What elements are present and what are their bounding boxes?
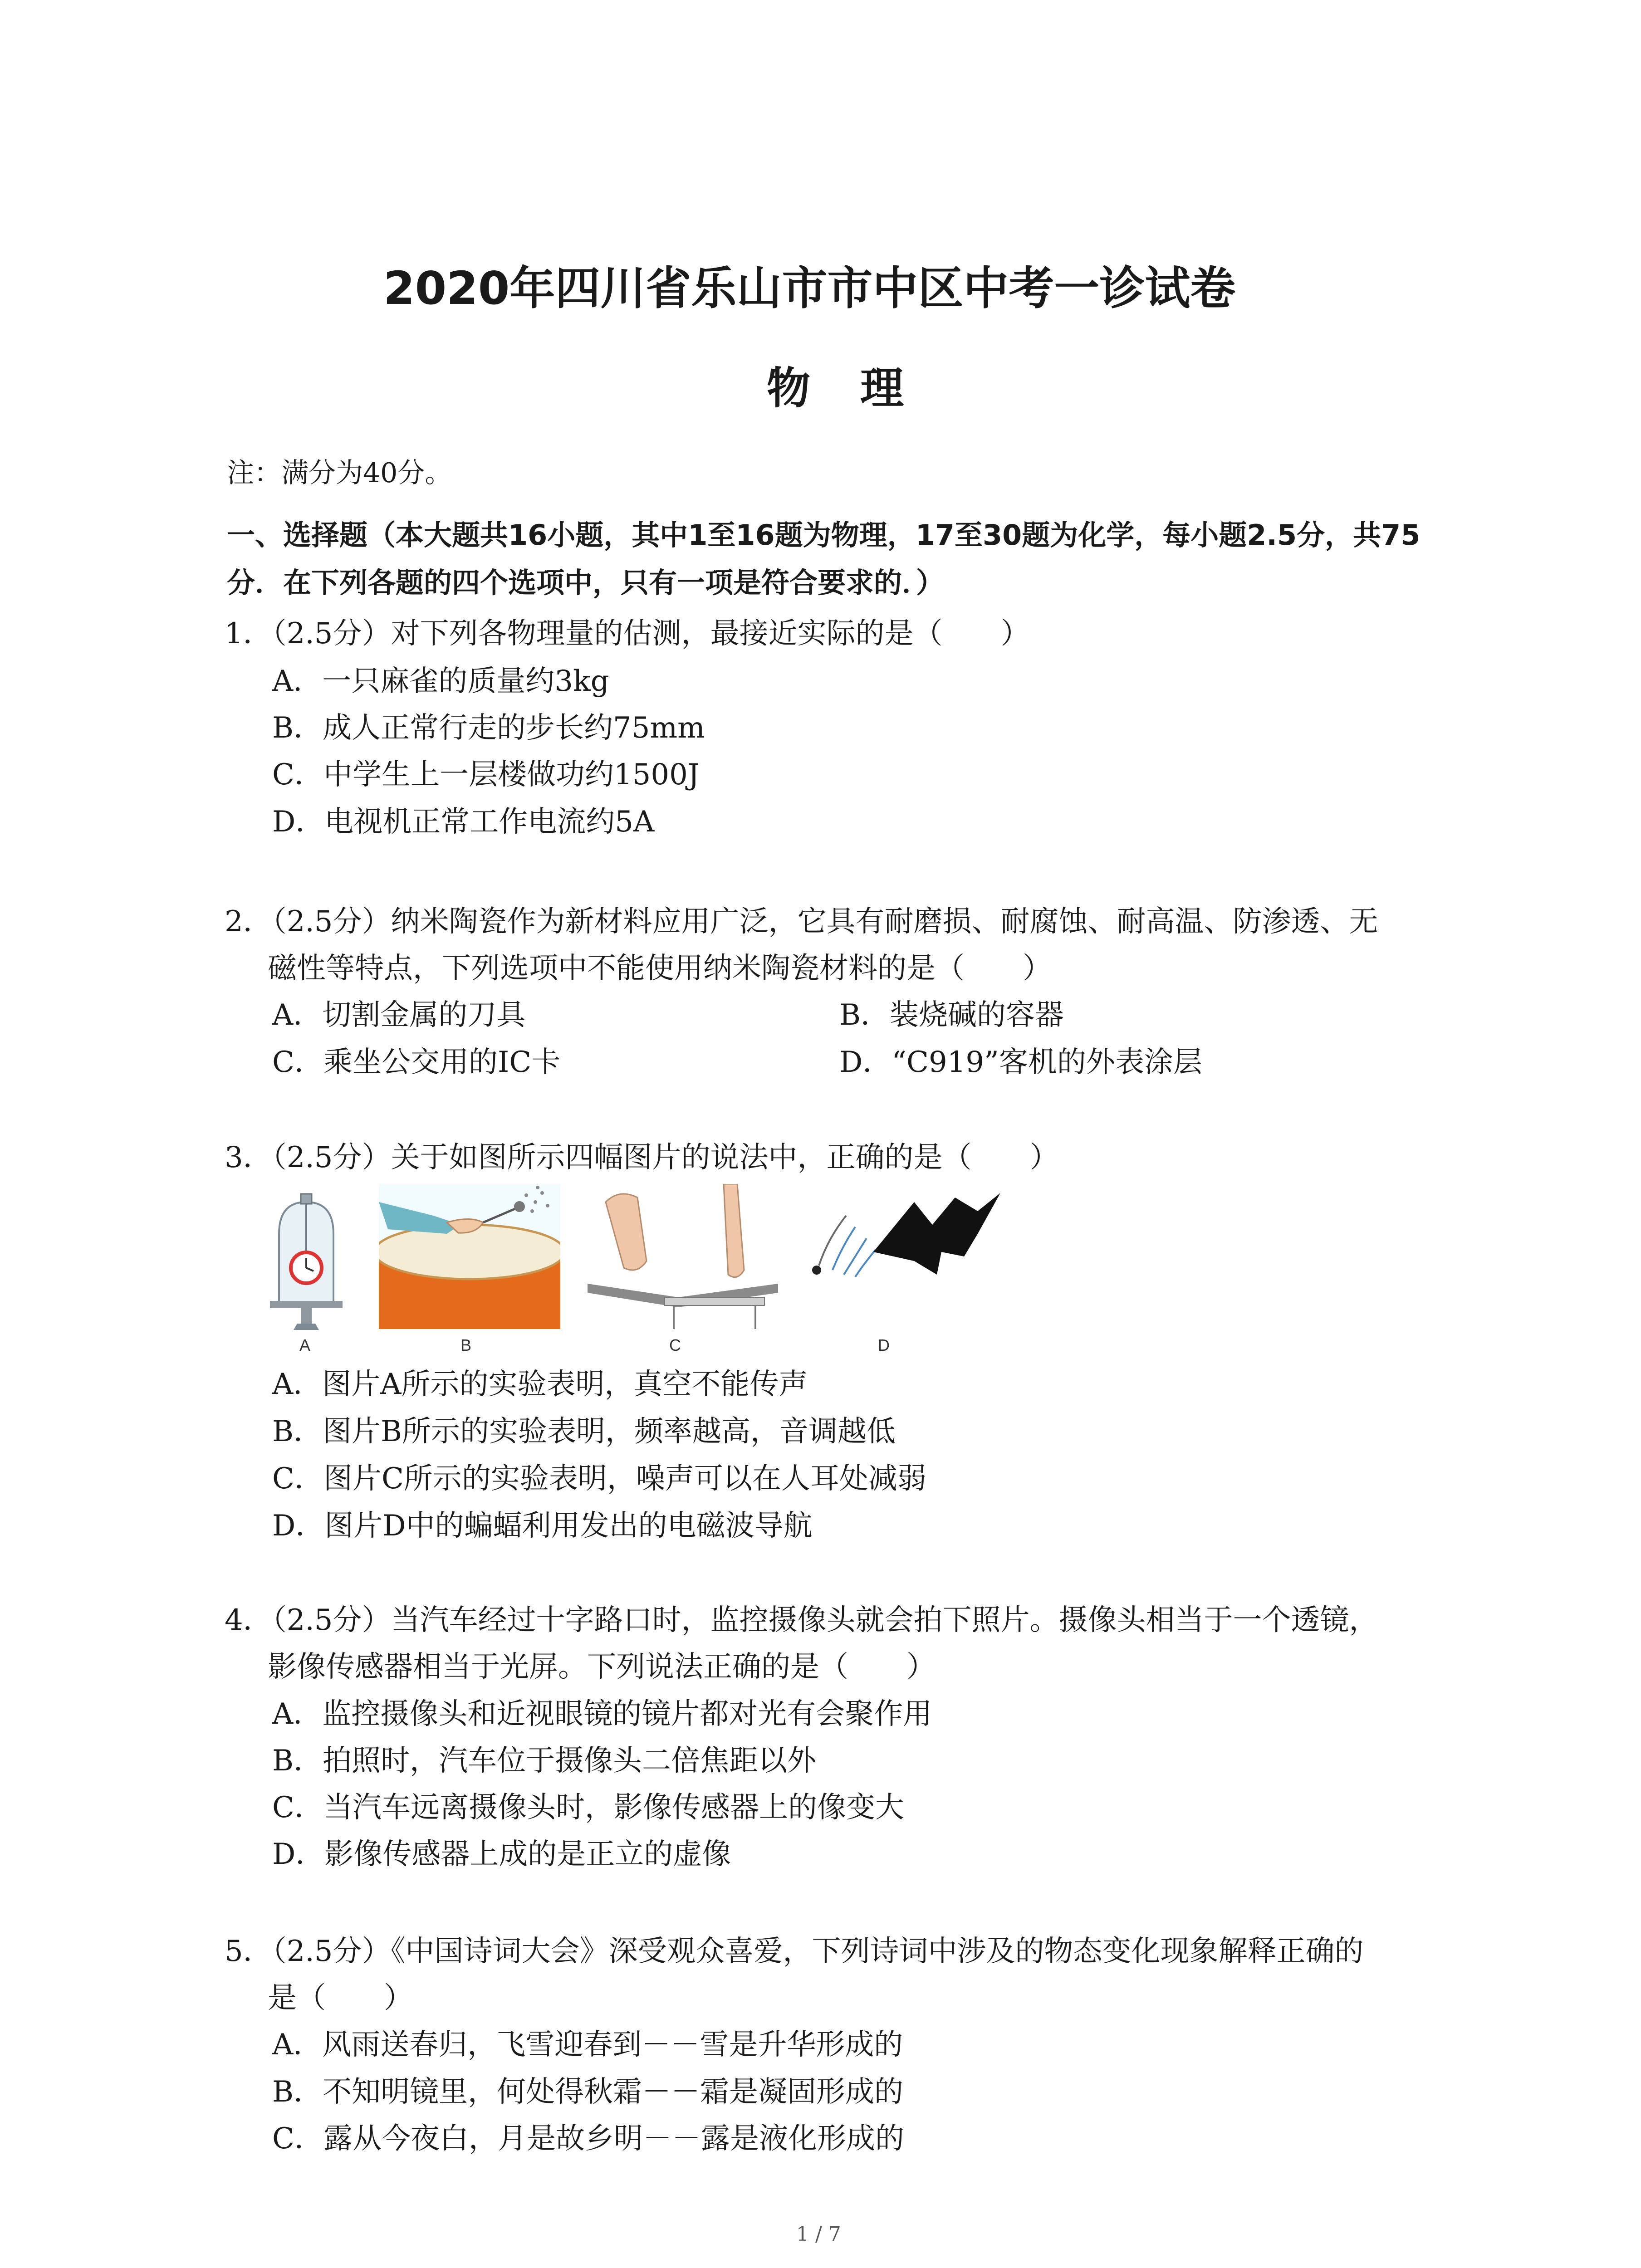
question-2-stem-line1: 2．（2.5分）纳米陶瓷作为新材料应用广泛，它具有耐磨损、耐腐蚀、耐高温、防渗透、无 [225, 905, 1378, 938]
question-5-option-c: C．露从今夜白，月是故乡明－－露是液化形成的 [272, 2122, 904, 2156]
question-2-option-c: C．乘坐公交用的IC卡 [272, 1046, 561, 1079]
figure-label-b: B [460, 1336, 472, 1354]
bat-figure [805, 1184, 1005, 1329]
question-3-option-c: C．图片C所示的实验表明，噪声可以在人耳处减弱 [272, 1462, 926, 1496]
question-4-stem-line2: 影像传感器相当于光屏。下列说法正确的是（ ） [268, 1650, 936, 1684]
question-4-option-a: A．监控摄像头和近视眼镜的镜片都对光有会聚作用 [272, 1697, 932, 1731]
question-3-option-d: D．图片D中的蝙蝠利用发出的电磁波导航 [272, 1509, 813, 1543]
figure-label-a: A [299, 1336, 311, 1354]
score-note: 注：满分为40分。 [227, 457, 452, 489]
ruler-figure [588, 1184, 778, 1329]
question-1-option-c: C．中学生上一层楼做功约1500J [272, 758, 700, 792]
question-2-option-a: A．切割金属的刀具 [272, 998, 526, 1032]
question-5-stem-line2: 是（ ） [268, 1981, 413, 2015]
question-5-option-b: B．不知明镜里，何处得秋霜－－霜是凝固形成的 [272, 2075, 904, 2109]
question-4-stem-line1: 4．（2.5分）当汽车经过十字路口时，监控摄像头就会拍下照片。摄像头相当于一个透镜， [225, 1603, 1378, 1637]
question-5-option-a: A．风雨送春归，飞雪迎春到－－雪是升华形成的 [272, 2028, 903, 2062]
question-3-option-b: B．图片B所示的实验表明，频率越高，音调越低 [272, 1415, 896, 1448]
question-3-option-a: A．图片A所示的实验表明，真空不能传声 [272, 1368, 808, 1401]
question-4-option-d: D．影像传感器上成的是正立的虚像 [272, 1838, 731, 1871]
question-2-stem-line2: 磁性等特点，下列选项中不能使用纳米陶瓷材料的是（ ） [268, 952, 1052, 985]
question-3-figures [261, 1184, 1005, 1356]
question-1-stem: 1．（2.5分）对下列各物理量的估测，最接近实际的是（ ） [225, 617, 1030, 650]
question-4-option-b: B．拍照时，汽车位于摄像头二倍焦距以外 [272, 1744, 817, 1778]
figure-label-c: C [669, 1336, 681, 1354]
question-3-stem: 3．（2.5分）关于如图所示四幅图片的说法中，正确的是（ ） [225, 1141, 1059, 1174]
subject-title: 物理 [767, 363, 954, 414]
drum-figure [379, 1184, 560, 1329]
question-5-stem-line1: 5．（2.5分）《中国诗词大会》深受观众喜爱，下列诗词中涉及的物态变化现象解释正确的 [225, 1935, 1364, 1968]
question-2-option-b: B．装烧碱的容器 [839, 998, 1064, 1032]
question-2-option-d: D．“C919”客机的外表涂层 [839, 1046, 1202, 1079]
question-1-option-a: A．一只麻雀的质量约3kg [272, 665, 609, 698]
question-4-option-c: C．当汽车远离摄像头时，影像传感器上的像变大 [272, 1791, 904, 1824]
question-1-option-d: D．电视机正常工作电流约5A [272, 805, 655, 839]
figure-label-d: D [878, 1336, 890, 1354]
question-1-option-b: B．成人正常行走的步长约75mm [272, 711, 705, 745]
page-title: 2020年四川省乐山市市中区中考一诊试卷 [383, 262, 1236, 315]
section-heading-line1: 一、选择题（本大题共16小题，其中1至16题为物理，17至30题为化学，每小题2.5分，共75 [227, 518, 1421, 552]
page-number: 1 / 7 [796, 2223, 841, 2246]
bell-jar-figure [261, 1184, 352, 1334]
section-heading-line2: 分．在下列各题的四个选项中，只有一项是符合要求的．） [227, 566, 945, 599]
